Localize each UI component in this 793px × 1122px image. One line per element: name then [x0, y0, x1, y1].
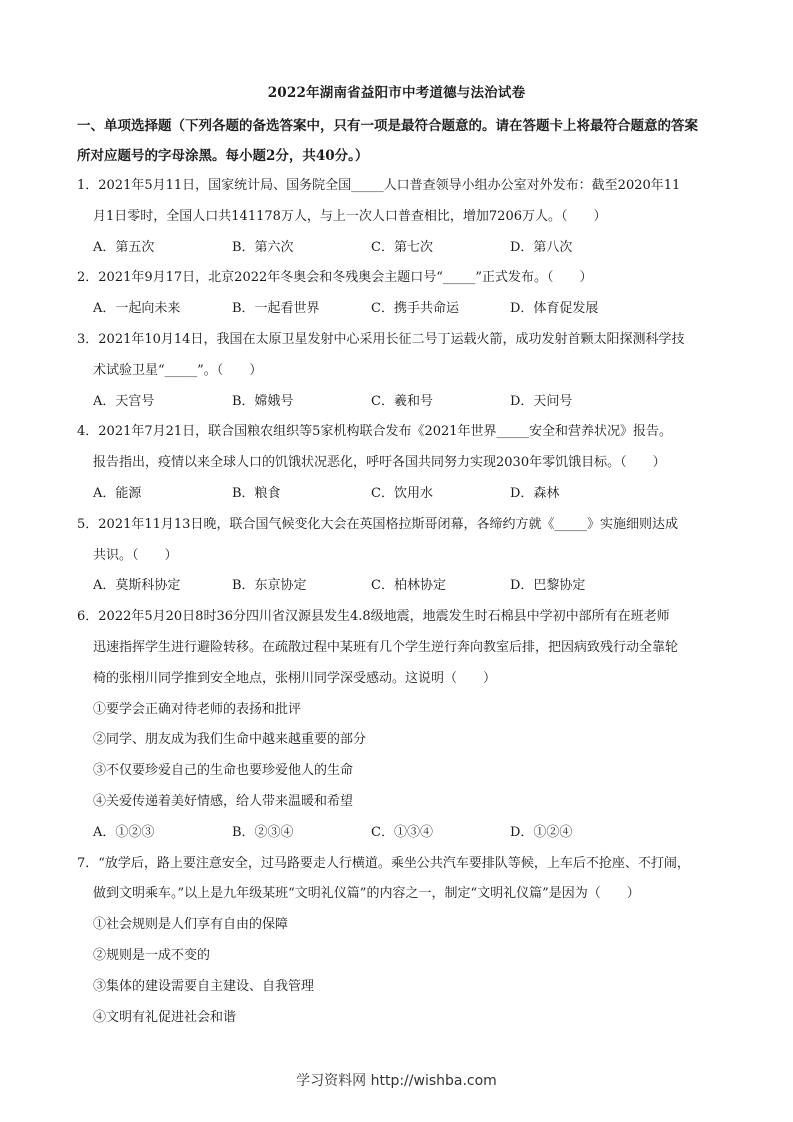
option: B．粮食: [232, 485, 281, 501]
page-title: 2022年湖南省益阳市中考道德与法治试卷: [267, 85, 526, 101]
question-text: 1．2021年5月11日，国家统计局、国务院全国_____人口普查领导小组办公室对外发布：截至2020年11: [77, 178, 681, 193]
question-text: 共识。（ ）: [93, 547, 178, 563]
option: D．巴黎协定: [510, 578, 586, 594]
option: B．东京协定: [232, 578, 307, 594]
question-text: 椅的张栩川同学推到安全地点，张栩川同学深受感动。这说明（ ）: [93, 670, 497, 686]
question-text: 做到文明乘车。”以上是九年级某班“文明礼仪篇”的内容之一，制定“文明礼仪篇”是因为（ ）: [93, 886, 640, 902]
option: C．柏林协定: [371, 578, 446, 594]
question-text: 迅速指挥学生进行避险转移。在疏散过程中某班有几个学生逆行奔向教室后排，把因病致残行动全靠轮: [93, 639, 679, 655]
option: B．嫦娥号: [232, 393, 294, 409]
question-text: 6．2022年5月20日8时36分四川省汉源县发生4.8级地震，地震发生时石棉县中学初中部所有在班老师: [77, 609, 670, 625]
option-row: [77, 294, 747, 325]
option: D．第八次: [510, 239, 573, 255]
option: C．①③④: [371, 824, 433, 840]
option: B．一起看世界: [232, 301, 320, 317]
statement: ④关爱传递着美好情感，给人带来温暖和希望: [93, 793, 354, 809]
page-footer: 学习资料网 http://wishba.com: [296, 1073, 497, 1089]
statement: ①社会规则是人们享有自由的保障: [93, 917, 289, 933]
option-row: [77, 387, 747, 418]
option: D．森林: [510, 485, 560, 501]
option: A．一起向未来: [93, 301, 181, 317]
statement: ③集体的建设需要自主建设、自我管理: [93, 978, 315, 994]
option: A．莫斯科协定: [93, 578, 181, 594]
option: A．第五次: [93, 239, 155, 255]
question-text: 3．2021年10月14日，我国在太原卫星发射中心采用长征二号丁运载火箭，成功发射首颗太阳探测科学技: [77, 331, 685, 347]
statement: ②规则是一成不变的: [93, 947, 211, 963]
option: A．能源: [93, 485, 142, 501]
option: D．①②④: [510, 824, 573, 840]
statement: ②同学、朋友成为我们生命中越来越重要的部分: [93, 732, 367, 748]
option: B．第六次: [232, 239, 294, 255]
question-text: 2．2021年9月17日，北京2022年冬奥会和冬残奥会主题口号“_____”正式发布。（ ）: [77, 270, 593, 286]
section-heading-line: 一、单项选择题（下列各题的备选答案中，只有一项是最符合题意的。请在答题卡上将最符合题意的答案: [77, 118, 698, 134]
question-text: 报告指出，疫情以来全球人口的饥饿状况恶化，呼吁各国共同努力实现2030年零饥饿目标。（ ）: [93, 455, 666, 471]
option: D．体育促发展: [510, 301, 599, 317]
option: A．天宫号: [93, 393, 155, 409]
section-heading: [77, 111, 747, 171]
option-row: [77, 233, 747, 264]
option: A．①②③: [93, 824, 155, 840]
option-row: [77, 571, 747, 602]
question-text: 术试验卫星“_____”。（ ）: [93, 362, 263, 378]
option: C．羲和号: [371, 393, 433, 409]
option: C．携手共命运: [371, 301, 459, 317]
option: C．第七次: [371, 239, 433, 255]
question-list: [77, 171, 747, 1033]
option: B．②③④: [232, 824, 294, 840]
statement: ③不仅要珍爱自己的生命也要珍爱他人的生命: [93, 763, 354, 779]
statement: ④文明有礼促进社会和谐: [93, 1009, 237, 1025]
section-heading-line: 所对应题号的字母涂黑。每小题2分，共40分。）: [77, 148, 369, 164]
option: C．饮用水: [371, 485, 433, 501]
option-row: [77, 818, 747, 849]
statement: ①要学会正确对待老师的表扬和批评: [93, 701, 302, 717]
question-text: 月1日零时，全国人口共141178万人，与上一次人口普查相比，增加7206万人。（ ）: [93, 208, 607, 224]
question-text: 4．2021年7月21日，联合国粮农组织等5家机构联合发布《2021年世界_____安全和营养状况》报告。: [77, 424, 673, 440]
option: D．天问号: [510, 393, 573, 409]
option-row: [77, 479, 747, 510]
question-text: 5．2021年11月13日晚，联合国气候变化大会在英国格拉斯哥闭幕，各缔约方就《_____》实施细则达成: [77, 516, 678, 532]
question-text: 7．“放学后，路上要注意安全，过马路要走人行横道。乘坐公共汽车要排队等候，上车后不抢座、不打闹，: [77, 855, 690, 871]
